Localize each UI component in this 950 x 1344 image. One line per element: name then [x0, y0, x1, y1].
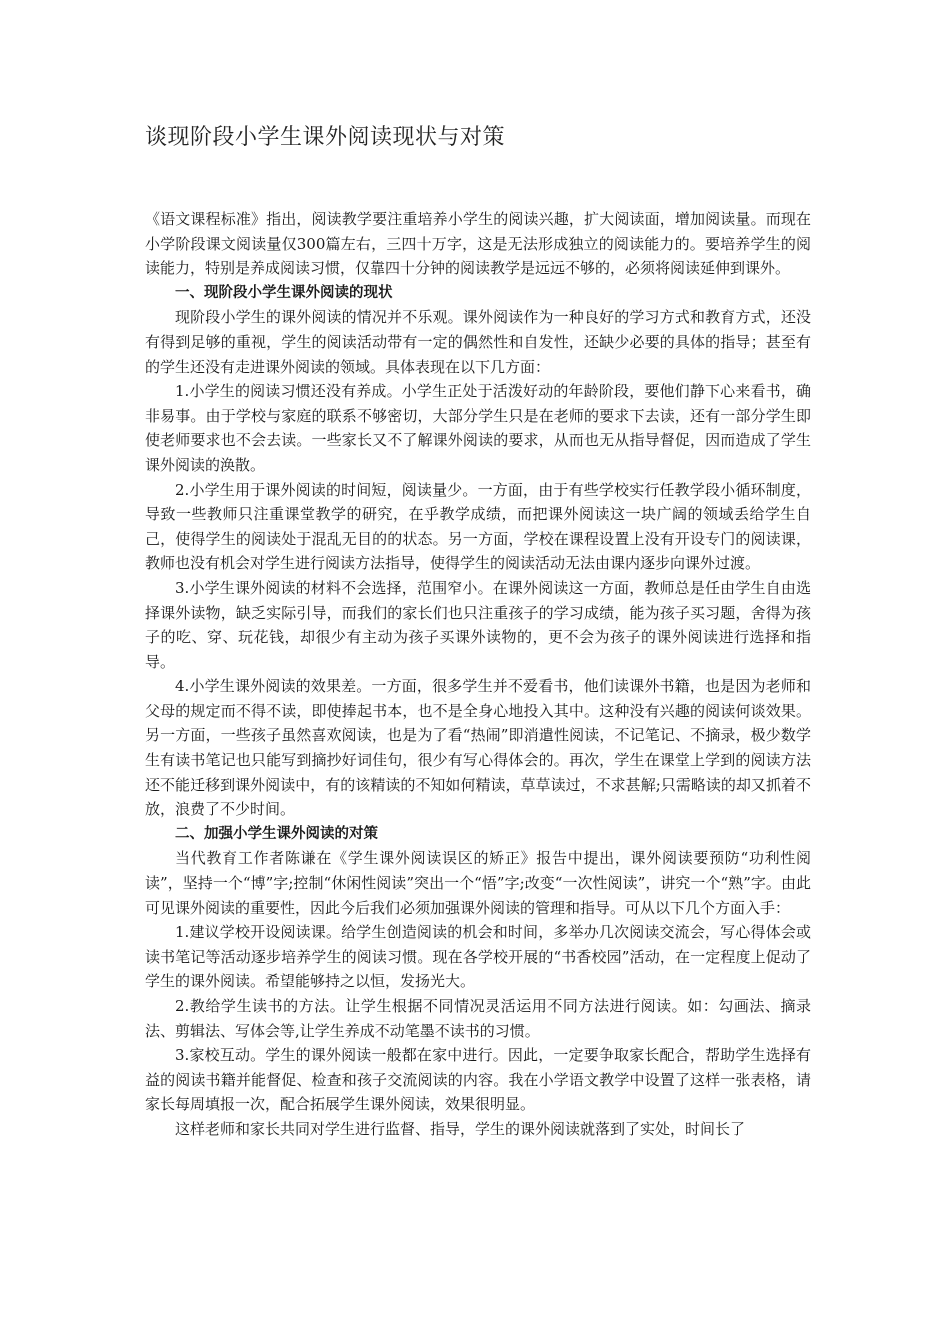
document-page [145, 120, 811, 1142]
intro-paragraph: 《语文课程标准》指出，阅读教学要注重培养小学生的阅读兴趣，扩大阅读面，增加阅读量。而现在小学阶段课文阅读量仅300篇左右，三四十万字，这是无法形成独立的阅读能力的。要培养学生的阅读能力，特别是养成阅读习惯，仅靠四十分钟的阅读教学是远远不够的，必须将阅读延伸到课外。 [145, 210, 811, 278]
document-title: 谈现阶段小学生课外阅读现状与对策 [145, 125, 506, 150]
section1-item-1: 1.小学生的阅读习惯还没有养成。小学生正处于活泼好动的年龄阶段，要他们静下心来看书，确非易事。由于学校与家庭的联系不够密切，大部分学生只是在老师的要求下去读，还有一部分学生即使老师要求也不会去读。一些家长又不了解课外阅读的要求，从而也无从指导督促，因而造成了学生课外阅读的涣散。 [145, 382, 811, 474]
section2-lead-paragraph: 当代教育工作者陈谦在《学生课外阅读误区的矫正》报告中提出，课外阅读要预防“功利性阅读”，坚持一个“博”字;控制“休闲性阅读”突出一个“悟”字;改变“一次性阅读”，讲究一个“熟”字。由此可见课外阅读的重要性，因此今后我们必须加强课外阅读的管理和指导。可从以下几个方面入手： [145, 849, 811, 917]
section1-item-4: 4.小学生课外阅读的效果差。一方面，很多学生并不爱看书，他们读课外书籍，也是因为老师和父母的规定而不得不读，即使捧起书本，也不是全身心地投入其中。这种没有兴趣的阅读何谈效果。另一方面，一些孩子虽然喜欢阅读，也是为了看“热闹”即消遣性阅读，不记笔记、不摘录，极少数学生有读书笔记也只能写到摘抄好词佳句，很少有写心得体会的。再次，学生在课堂上学到的阅读方法还不能迁移到课外阅读中，有的该精读的不知如何精读，草草读过，不求甚解;只需略读的却又抓着不放，浪费了不少时间。 [145, 677, 811, 819]
section-heading-strategies: 二、加强小学生课外阅读的对策 [175, 825, 378, 842]
section2-item-3: 3.家校互动。学生的课外阅读一般都在家中进行。因此，一定要争取家长配合，帮助学生选择有益的阅读书籍并能督促、检查和孩子交流阅读的内容。我在小学语文教学中设置了这样一张表格，请家长每周填报一次，配合拓展学生课外阅读，效果很明显。 [145, 1046, 811, 1114]
section-heading-current-status: 一、现阶段小学生课外阅读的现状 [175, 284, 393, 301]
section1-item-3: 3.小学生课外阅读的材料不会选择，范围窄小。在课外阅读这一方面，教师总是任由学生自由选择课外读物，缺乏实际引导，而我们的家长们也只注重孩子的学习成绩，能为孩子买习题，舍得为孩子的吃、穿、玩花钱，却很少有主动为孩子买课外读物的，更不会为孩子的课外阅读进行选择和指导。 [145, 578, 811, 671]
section2-item-1: 1.建议学校开设阅读课。给学生创造阅读的机会和时间，多举办几次阅读交流会，写心得体会或读书笔记等活动逐步培养学生的阅读习惯。现在各学校开展的“书香校园”活动，在一定程度上促动了学生的课外阅读。希望能够持之以恒，发扬光大。 [145, 923, 811, 991]
closing-paragraph: 这样老师和家长共同对学生进行监督、指导，学生的课外阅读就落到了实处，时间长了 [175, 1119, 746, 1138]
section1-item-2: 2.小学生用于课外阅读的时间短，阅读量少。一方面，由于有些学校实行任教学段小循环制度，导致一些教师只注重课堂教学的研究，在乎教学成绩，而把课外阅读这一块广阔的领域丢给学生自己，使得学生的阅读处于混乱无目的的状态。另一方面，学校在课程设置上没有开设专门的阅读课，教师也没有机会对学生进行阅读方法指导，使得学生的阅读活动无法由课内逐步向课外过渡。 [145, 480, 811, 573]
section1-lead-paragraph: 现阶段小学生的课外阅读的情况并不乐观。课外阅读作为一种良好的学习方式和教育方式，还没有得到足够的重视，学生的阅读活动带有一定的偶然性和自发性，还缺少必要的具体的指导；甚至有的学生还没有走进课外阅读的领域。具体表现在以下几方面： [145, 308, 811, 376]
section2-item-2: 2.教给学生读书的方法。让学生根据不同情况灵活运用不同方法进行阅读。如：勾画法、摘录法、剪辑法、写体会等,让学生养成不动笔墨不读书的习惯。 [145, 997, 811, 1040]
